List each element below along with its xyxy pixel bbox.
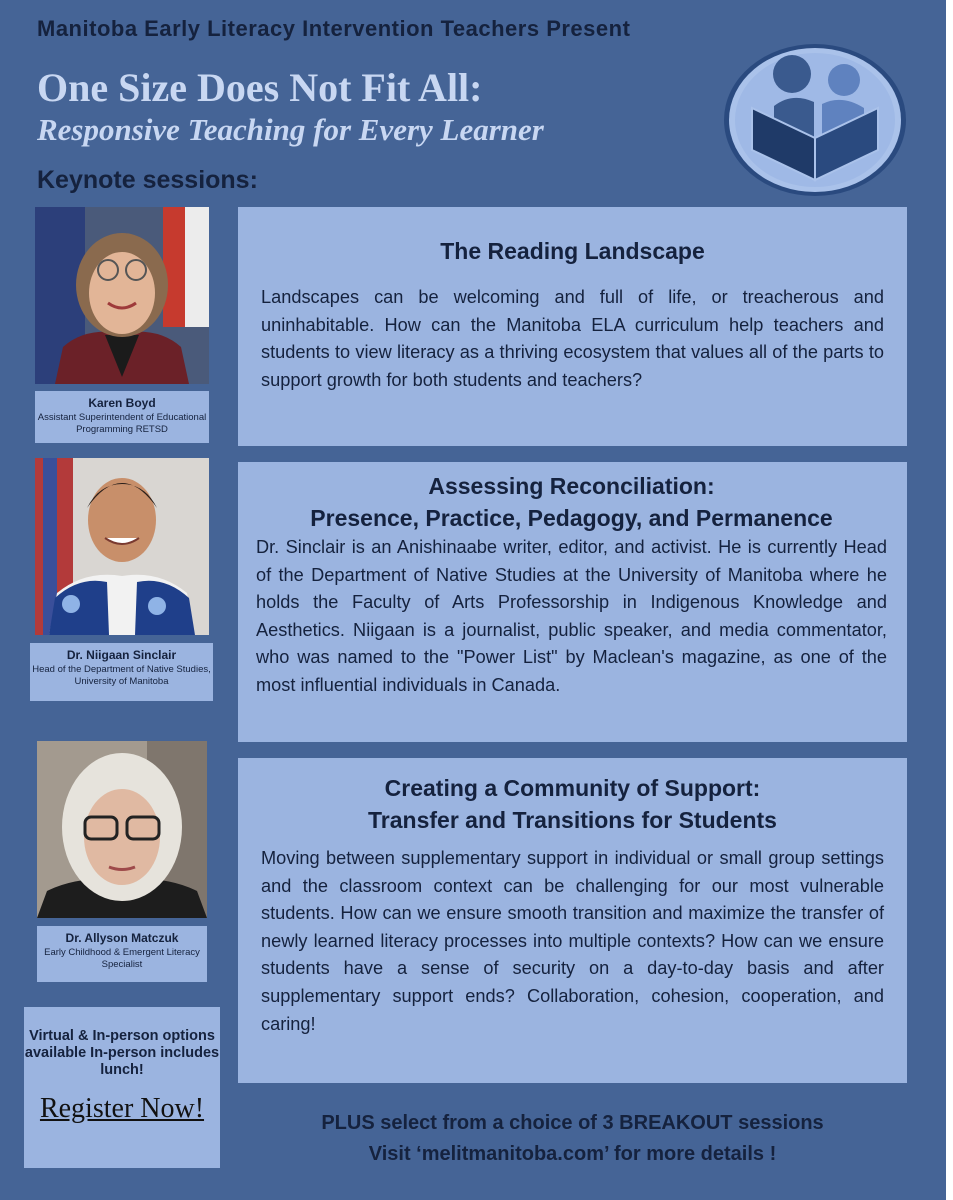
registration-panel bbox=[24, 1007, 220, 1168]
speaker-role: Assistant Superintendent of Educational Programming RETSD bbox=[37, 412, 207, 435]
speaker-name: Dr. Allyson Matczuk bbox=[65, 931, 179, 945]
breakout-info bbox=[238, 1108, 907, 1170]
session-assessing-reconciliation bbox=[238, 462, 907, 742]
event-title: One Size Does Not Fit All: bbox=[37, 65, 483, 110]
session-reading-landscape bbox=[238, 207, 907, 446]
register-now-link[interactable]: Register Now! bbox=[39, 1093, 205, 1124]
event-subtitle: Responsive Teaching for Every Learner bbox=[37, 112, 544, 147]
presenter-line: Manitoba Early Literacy Intervention Teachers Present bbox=[37, 16, 631, 41]
session-description: Landscapes can be welcoming and full of life, or treacherous and uninhabitable. How can the Manitoba ELA curriculum help teachers and students to view literacy as a thriving ecosystem that values all of the parts to support growth for both students and teachers? bbox=[261, 287, 884, 390]
niigaan-sinclair-photo bbox=[35, 458, 209, 635]
allyson-matczuk-caption bbox=[37, 926, 207, 982]
breakout-line: PLUS select from a choice of 3 BREAKOUT sessions bbox=[321, 1112, 824, 1134]
karen-boyd-photo bbox=[35, 207, 209, 384]
attendance-options: Virtual & In-person options available In-person includes lunch! bbox=[24, 1028, 220, 1078]
keynote-sessions-heading: Keynote sessions: bbox=[37, 166, 258, 194]
session-description: Moving between supplementary support in individual or small group settings and the classroom context can be challenging for our most vulnerable students. How can we ensure smooth transition and maximize the transfer of newly learned literacy processes into multiple contexts? How can we ensure students have a sense of security on a day-to-day basis and after supplementary support ends? Collaboration, cohesion, cooperation, and caring! bbox=[261, 848, 884, 1034]
session-title-line2: Transfer and Transitions for Students bbox=[368, 807, 777, 833]
allyson-matczuk-photo bbox=[37, 741, 207, 918]
session-community-of-support bbox=[238, 758, 907, 1083]
session-title-line2: Presence, Practice, Pedagogy, and Permanence bbox=[310, 505, 833, 531]
karen-boyd-caption bbox=[35, 391, 209, 443]
session-description: Dr. Sinclair is an Anishinaabe writer, editor, and activist. He is currently Head of the Department of Native Studies at the University of Manitoba where he holds the Faculty of Arts Professorship in Indigenous Knowledge and Aesthetics. Niigaan is a journalist, public speaker, and media commentator, who was named to the "Power List" by Maclean's magazine, as one of the most influential individuals in Canada. bbox=[256, 537, 887, 695]
speaker-role: Head of the Department of Native Studies, University of Manitoba bbox=[32, 664, 211, 687]
session-title-line1: Assessing Reconciliation: bbox=[428, 473, 715, 499]
session-title: The Reading Landscape bbox=[440, 238, 705, 264]
niigaan-sinclair-caption bbox=[30, 643, 213, 701]
website-line: Visit ‘melitmanitoba.com’ for more details ! bbox=[368, 1143, 777, 1165]
melit-logo-icon bbox=[722, 42, 908, 198]
speaker-name: Dr. Niigaan Sinclair bbox=[66, 648, 177, 662]
speaker-role: Early Childhood & Emergent Literacy Specialist bbox=[44, 947, 200, 970]
speaker-name: Karen Boyd bbox=[88, 396, 156, 410]
session-title-line1: Creating a Community of Support: bbox=[384, 775, 761, 801]
